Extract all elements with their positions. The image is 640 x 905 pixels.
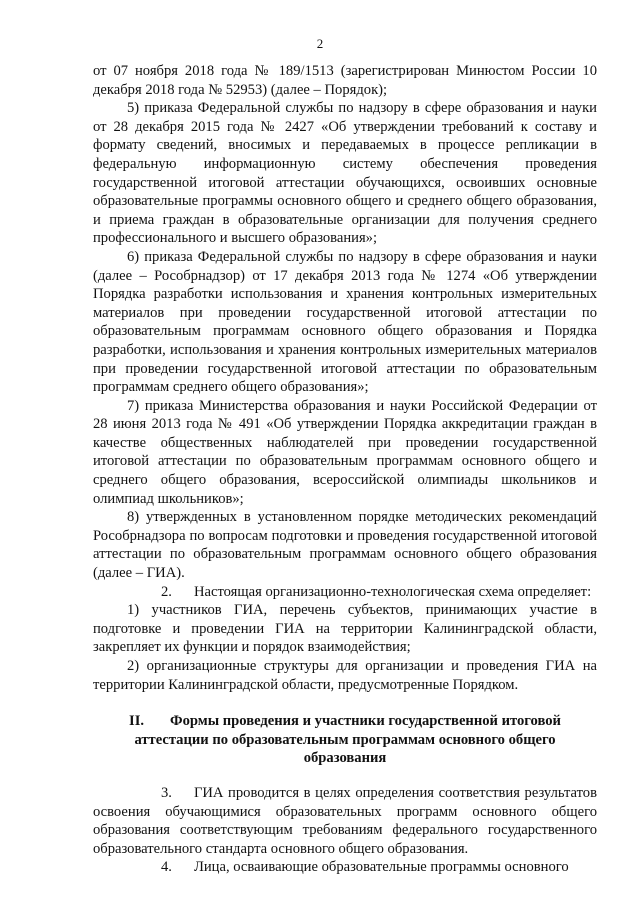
paragraph-clause-4 (93, 858, 597, 877)
section-title: Формы проведения и участники государственной итоговой аттестации по образовательным программам основного общего образования (134, 713, 561, 767)
paragraph-subitem-2: 2) организационные структуры для организации и проведения ГИА на территории Калининградской области, предусмотренные Порядком. (93, 658, 597, 693)
section-number: II. (129, 713, 145, 730)
paragraph-clause-2 (93, 583, 597, 602)
paragraph-item-7: 7) приказа Министерства образования и науки Российской Федерации от 28 июня 2013 года № 491 «Об утверждении Порядка аккредитации граждан в качестве общественных наблюдателей при проведении государственной итоговой аттестации по образовательным программам основного общего и среднего общего образования, всероссийской олимпиады школьников и олимпиад школьников»; (93, 397, 597, 507)
paragraph-item-5: 5) приказа Федеральной службы по надзору в сфере образования и науки от 28 декабря 2015 года № 2427 «Об утверждении требований к составу и формату сведений, вносимых и передаваемых в процессе репликации в федеральную информационную систему обеспечения проведения государственной итоговой аттестации обучающихся, освоивших основные образовательные программы основного общего и среднего общего образования, и приема граждан в образовательные организации для получения среднего профессионального и высшего образования»; (93, 100, 597, 247)
paragraph-continuation: от 07 ноября 2018 года № 189/1513 (зарегистрирован Минюстом России 10 декабря 2018 года № 52953) (далее – Порядок); (93, 63, 597, 98)
document-body (93, 62, 597, 877)
clause-text: ГИА проводится в целях определения соответствия результатов освоения обучающимися образовательных программ основного общего образования соответствующим требованиям федерального государственного образовательного стандарта основного общего образования. (93, 784, 597, 857)
paragraph-item-6: 6) приказа Федеральной службы по надзору в сфере образования и науки (далее – Рособрнадзор) от 17 декабря 2013 года № 1274 «Об утверждении Порядка разработки использования и хранения контрольных измерительных материалов при проведении государственной итоговой аттестации по образовательным программам основного общего образования и Порядка разработки, использования и хранения контрольных измерительных материалов при проведении государственной итоговой аттестации по образовательным программам среднего общего образования»; (93, 248, 597, 396)
section-heading (93, 712, 597, 768)
paragraph-subitem-1: 1) участников ГИА, перечень субъектов, принимающих участие в подготовке и проведении ГИА на территории Калининградской области, закрепляет их функции и порядок взаимодействия; (93, 602, 597, 656)
clause-number: 3. (161, 784, 172, 801)
page-number: 2 (316, 36, 324, 51)
paragraph-clause-3 (93, 784, 597, 858)
clause-number: 4. (161, 859, 172, 876)
clause-text: Лица, осваивающие образовательные программы основного (193, 859, 569, 876)
paragraph-item-8: 8) утвержденных в установленном порядке методических рекомендаций Рособрнадзора по вопросам подготовки и проведения государственной итоговой аттестации по образовательным программам основного общего образования (далее – ГИА). (93, 509, 597, 582)
clause-number: 2. (161, 583, 172, 600)
clause-text: Настоящая организационно-технологическая схема определяет: (193, 583, 592, 600)
